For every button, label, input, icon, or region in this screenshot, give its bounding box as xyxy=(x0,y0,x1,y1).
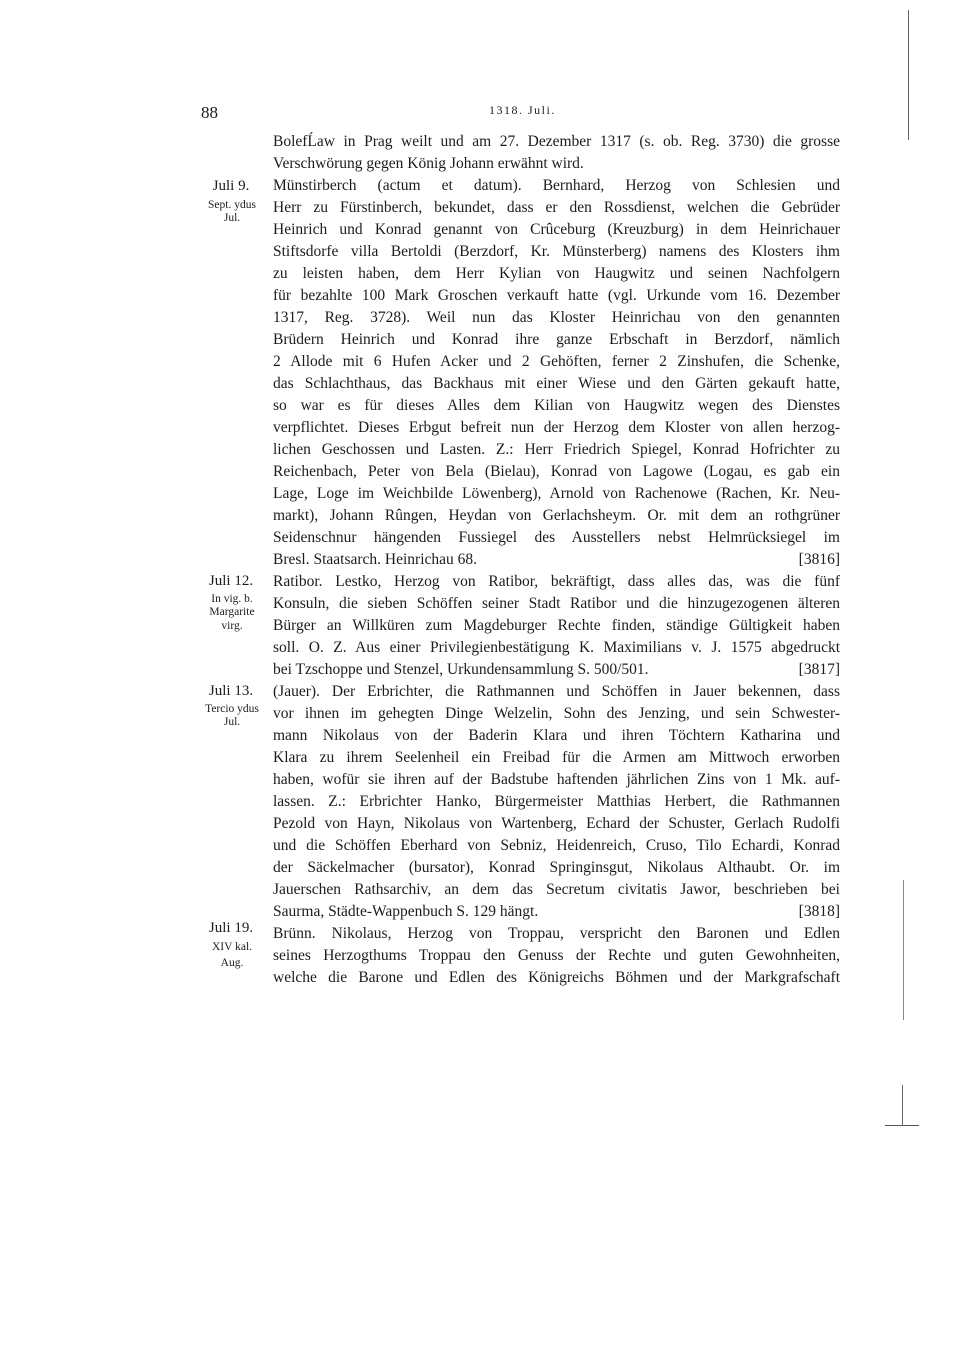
text-line: für bezahlte 100 Mark Groschen verkauft hatte (vgl. Urkunde vom 16. Dezember xyxy=(273,287,840,304)
scan-edge-line xyxy=(903,880,904,1020)
text-line: der Säckelmacher (bursator), Konrad Springinsgut, Nikolaus Althaubt. Or. im xyxy=(273,859,840,876)
text-line: Ratibor. Lestko, Herzog von Ratibor, bekräftigt, dass alles das, was die fünf xyxy=(273,573,840,590)
text-line: seines Herzogthums Troppau den Genuss der Rechte und guten Gewohnheiten, xyxy=(273,947,840,964)
text-line: Konsuln, die sieben Schöffen seiner Stadt Ratibor und die hinzugezogenen älteren xyxy=(273,595,840,612)
text-line: Bürger an Willküren zum Magdeburger Rechte finden, ständige Gültigkeit haben xyxy=(273,617,840,634)
text-line: haben, wofür sie ihren auf der Badstube haftenden jährlichen Zins von 1 Mk. auf- xyxy=(273,771,840,788)
text-line: Lage, Loge im Weichbilde Löwenberg), Arnold von Rachenowe (Rachen, Kr. Neu- xyxy=(273,485,840,502)
margin-sub-3b: Jul. xyxy=(223,716,241,728)
text-line: Herr zu Fürstinberch, bekundet, dass er den Rossdienst, welchen die Gebrüder xyxy=(273,199,840,216)
text-line: 2 Allode mit 6 Hufen Acker und 2 Gehöften, ferner 2 Zinshufen, die Schenke, xyxy=(273,353,840,370)
text-line: mann Nikolaus von der Baderin Klara und ihren Töchtern Katharina und xyxy=(273,727,840,744)
text-line: welche die Barone und Edlen des Königreichs Böhmen und der Markgrafschaft xyxy=(273,969,840,986)
margin-sub-1a: Sept. ydus xyxy=(208,199,256,211)
text-line: zu leisten haben, dem Herr Kylian von Haugwitz und seinen Nachfolgern xyxy=(273,265,840,282)
text-line: so war es für dieses Alles dem Kilian von Haugwitz wegen des Dienstes xyxy=(273,397,840,414)
text-line: das Schlachthaus, das Backhaus mit einer Wiese und den Gärten gekauft hatte, xyxy=(273,375,840,392)
margin-date-3: Juli 13. xyxy=(208,683,254,699)
text-line: Saurma, Städte-Wappenbuch S. 129 hängt. xyxy=(273,903,539,920)
margin-sub-1b: Jul. xyxy=(223,212,241,224)
margin-date-1: Juli 9. xyxy=(212,178,250,194)
text-line: Pezold von Hayn, Nikolaus von Wartenberg, Echard der Schuster, Gerlach Rudolfi xyxy=(273,815,840,832)
text-line: markt), Johann Rûngen, Heydan von Gerlachsheym. Or. mit dem an rothgrüner xyxy=(273,507,840,524)
margin-date-2: Juli 12. xyxy=(208,573,254,589)
text-line: Reichenbach, Peter von Bela (Bielau), Konrad von Lagowe (Logau, es gab ein xyxy=(273,463,840,480)
text-line: BolefĹaw in Prag weilt und am 27. Dezember 1317 (s. ob. Reg. 3730) die grosse xyxy=(273,133,840,150)
text-line: Seidenschnur hängenden Fussiegel des Ausstellers nebst Helmrücksiegel im xyxy=(273,529,840,546)
text-line: lichen Geschossen und Lasten. Z.: Herr Friedrich Spiegel, Konrad Hofrichter zu xyxy=(273,441,840,458)
margin-sub-2a: In vig. b. xyxy=(211,593,253,605)
register-number: [3817] xyxy=(798,661,840,678)
text-line: Brünn. Nikolaus, Herzog von Troppau, verspricht den Baronen und Edlen xyxy=(273,925,840,942)
text-line: (Jauer). Der Erbrichter, die Rathmannen und Schöffen in Jauer bekennen, dass xyxy=(273,683,840,700)
text-line: Verschwörung gegen König Johann erwähnt wird. xyxy=(273,155,584,172)
margin-sub-2c: virg. xyxy=(221,620,243,632)
text-line: bei Tzschoppe und Stenzel, Urkundensammlung S. 500/501. xyxy=(273,661,649,678)
text-line: vor ihnen im gehegten Dinge Welzelin, Sohn des Jenzing, und sein Schwester- xyxy=(273,705,840,722)
text-line: Brüdern Heinrich und Konrad ihre ganze Erbschaft in Berzdorf, nämlich xyxy=(273,331,840,348)
running-head: 1318. Juli. xyxy=(489,103,556,117)
margin-sub-4a: XIV kal. xyxy=(211,941,253,953)
text-line: Münstirberch (actum et datum). Bernhard, Herzog von Schlesien und xyxy=(273,177,840,194)
register-number: [3816] xyxy=(798,551,840,568)
text-line: verpflichtet. Dieses Erbgut befreit nun der Herzog dem Kloster von allen herzog- xyxy=(273,419,840,436)
text-line: Klara zu ihrem Seelenheil ein Freibad für die Armen am Mittwoch erworben xyxy=(273,749,840,766)
margin-sub-3a: Tercio ydus xyxy=(205,703,259,715)
text-line: soll. O. Z. Aus einer Privilegienbestätigung K. Maximilians v. J. 1575 abgedruckt xyxy=(273,639,840,656)
text-line: lassen. Z.: Erbrichter Hanko, Bürgermeister Matthias Herbert, die Rathmannen xyxy=(273,793,840,810)
text-line: 1317, Reg. 3728). Weil nun das Kloster Heinrichau von den genannten xyxy=(273,309,840,326)
scan-edge-mark xyxy=(885,1125,919,1126)
page-number: 88 xyxy=(201,103,218,122)
margin-date-4: Juli 19. xyxy=(208,920,254,936)
text-line: Heinrich und Konrad genannt von Crûceburg (Kreuzburg) in dem Heinrichauer xyxy=(273,221,840,238)
text-line: Bresl. Staatsarch. Heinrichau 68. xyxy=(273,551,478,568)
margin-sub-4b: Aug. xyxy=(220,957,244,969)
text-line: Jauerschen Rathsarchiv, an dem das Secretum civitatis Jawor, beschrieben bei xyxy=(273,881,840,898)
scan-edge-line xyxy=(908,10,909,140)
scan-edge-line xyxy=(902,1085,903,1125)
text-line: und die Schöffen Eberhard von Sebniz, Heidenreich, Cruso, Tilo Echardi, Konrad xyxy=(273,837,840,854)
register-number: [3818] xyxy=(798,903,840,920)
margin-sub-2b: Margarite xyxy=(209,606,255,618)
text-line: Stiftsdorfe villa Bertoldi (Berzdorf, Kr. Münsterberg) namens des Klosters ihm xyxy=(273,243,840,260)
